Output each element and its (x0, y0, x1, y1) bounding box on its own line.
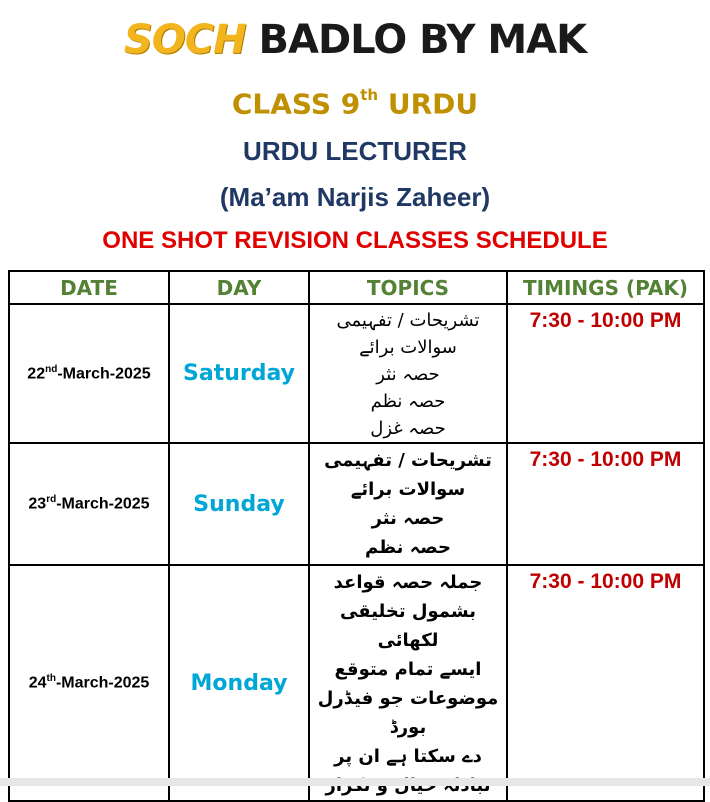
date-month-year: -March-2025 (56, 495, 150, 513)
class-ordinal: th (360, 86, 379, 104)
logo-brand-text: BADLO BY MAK (258, 17, 587, 63)
logo-soch-text: SOCH (123, 17, 246, 63)
timing-cell: 7:30 - 10:00 PM (507, 304, 704, 443)
day-cell: Monday (169, 565, 309, 801)
topic-line: بشمول تخلیقی لکھائی (340, 601, 476, 651)
topic-line: حصہ نظم (370, 391, 446, 412)
topic-line: تشریحات / تفہیمی (324, 450, 492, 471)
topic-line: سوالات برائے (350, 479, 466, 500)
topics-cell (309, 304, 507, 443)
brand-logo (0, 12, 710, 68)
schedule-table (8, 270, 705, 802)
topic-line: حصہ نثر (371, 508, 445, 529)
table-row (9, 565, 704, 801)
header-timings: TIMINGS (PAK) (507, 271, 704, 304)
teacher-name: (Ma’am Narjis Zaheer) (219, 182, 491, 212)
day-cell: Sunday (169, 443, 309, 565)
topic-line: حصہ نثر (376, 364, 440, 385)
topic-line: موضوعات جو فیڈرل (317, 688, 499, 709)
header-date: DATE (9, 271, 169, 304)
timing-cell: 7:30 - 10:00 PM (507, 565, 704, 801)
date-cell (9, 443, 169, 565)
topic-line: بورڈ (389, 717, 427, 738)
table-row (9, 443, 704, 565)
topics-cell (309, 443, 507, 565)
topic-line: ایسے تمام متوقع (334, 659, 482, 680)
date-cell (9, 565, 169, 801)
topics-cell (309, 565, 507, 801)
bottom-divider (0, 778, 710, 786)
header-day: DAY (169, 271, 309, 304)
date-ordinal: th (46, 673, 56, 685)
class-prefix: CLASS 9 (231, 87, 361, 121)
date-month-year: -March-2025 (55, 674, 150, 692)
date-number: 24 (28, 674, 47, 692)
date-month-year: -March-2025 (57, 365, 151, 383)
day-cell: Saturday (169, 304, 309, 443)
header-topics: TOPICS (309, 271, 507, 304)
topic-line: دے سکتا ہے ان پر (334, 746, 482, 767)
date-cell (9, 304, 169, 443)
timing-cell: 7:30 - 10:00 PM (507, 443, 704, 565)
date-number: 22 (27, 365, 46, 383)
table-header-row (9, 271, 704, 304)
class-subject: URDU (387, 87, 479, 121)
topic-line: جملہ حصہ قواعد (333, 572, 483, 593)
topic-line: حصہ نظم (365, 537, 451, 558)
date-ordinal: rd (46, 494, 57, 506)
date-ordinal: nd (45, 363, 58, 375)
topic-line: تشریحات / تفہیمی (336, 310, 480, 331)
date-number: 23 (28, 495, 47, 513)
class-title (0, 76, 710, 126)
table-row (9, 304, 704, 443)
schedule-title: ONE SHOT REVISION CLASSES SCHEDULE (102, 227, 608, 254)
topic-line: سوالات برائے (359, 337, 457, 358)
lecturer-title: URDU LECTURER (243, 136, 467, 166)
topic-line: حصہ غزل (370, 418, 446, 439)
